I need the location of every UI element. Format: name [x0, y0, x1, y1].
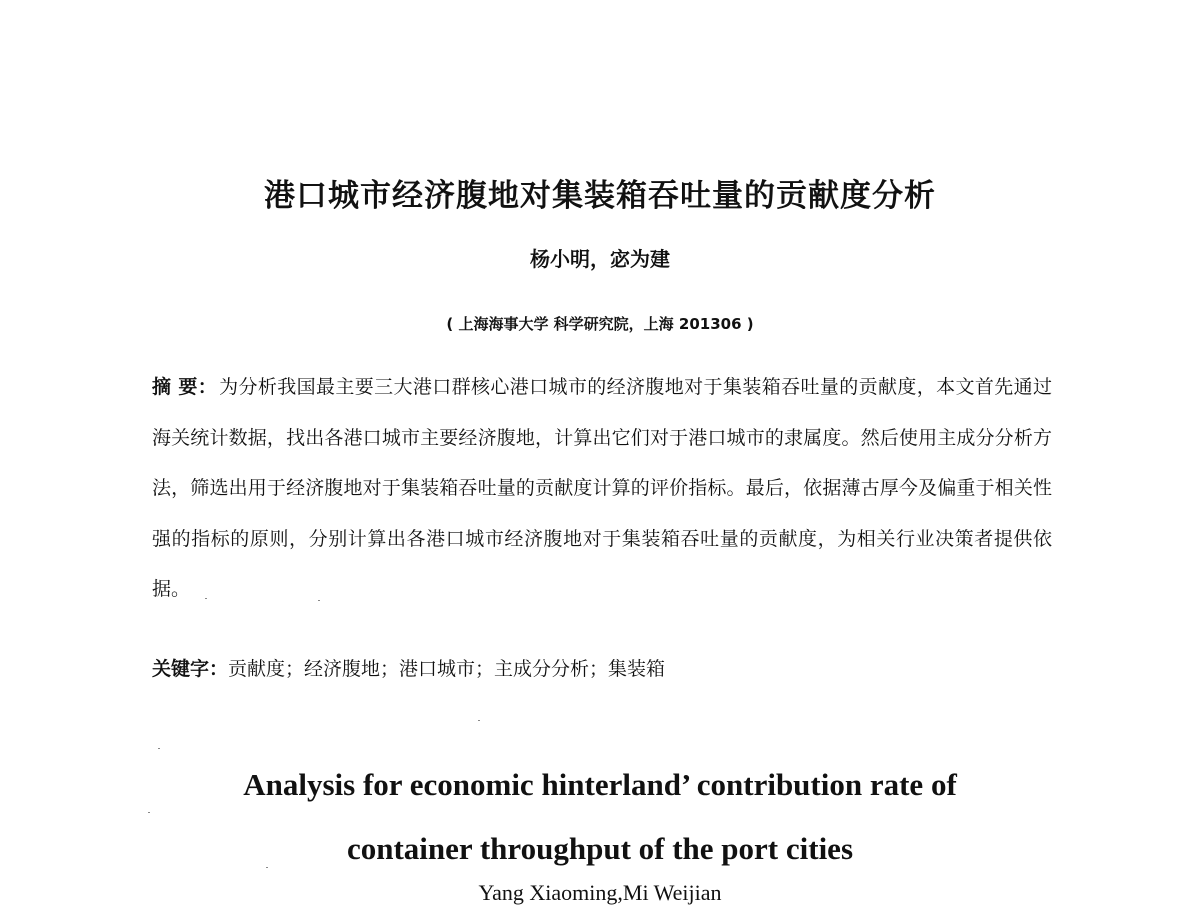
scan-speck — [266, 867, 268, 868]
english-authors: Yang Xiaoming,Mi Weijian — [478, 880, 722, 905]
keywords-label: 关键字： — [152, 658, 229, 680]
scan-speck — [318, 600, 320, 601]
chinese-authors: 杨小明，宓为建 — [530, 247, 670, 271]
scan-speck — [148, 812, 150, 813]
abstract-label: 摘 要： — [152, 376, 218, 398]
english-title-line-2: container throughput of the port cities — [346, 831, 854, 866]
scan-speck — [158, 748, 160, 749]
abstract-text: 为分析我国最主要三大港口群核心港口城市的经济腹地对于集装箱吞吐量的贡献度，本文首先通过海关统计数据，找出各港口城市主要经济腹地，计算出它们对于港口城市的隶属度。然后使用主成分分析方法，筛选出用于经济腹地对于集装箱吞吐量的贡献度计算的评价指标。最后，依据薄古厚今及偏重于相关性强的指标的原则，分别计算出各港口城市经济腹地对于集装箱吞吐量的贡献度，为相关行业决策者提供依据。 — [152, 376, 1052, 600]
chinese-title: 港口城市经济腹地对集装箱吞吐量的贡献度分析 — [264, 178, 936, 214]
keywords — [152, 654, 1052, 681]
scan-speck — [205, 598, 207, 599]
chinese-affiliation: ( 上海海事大学 科学研究院，上海 201306 ) — [446, 315, 754, 333]
keywords-text: 贡献度；经济腹地；港口城市；主成分分析；集装箱 — [228, 658, 666, 680]
english-title-line-1: Analysis for economic hinterland’ contribution rate of — [243, 767, 957, 802]
abstract — [152, 362, 1052, 615]
english-title — [0, 753, 1200, 881]
scan-speck — [478, 720, 480, 721]
